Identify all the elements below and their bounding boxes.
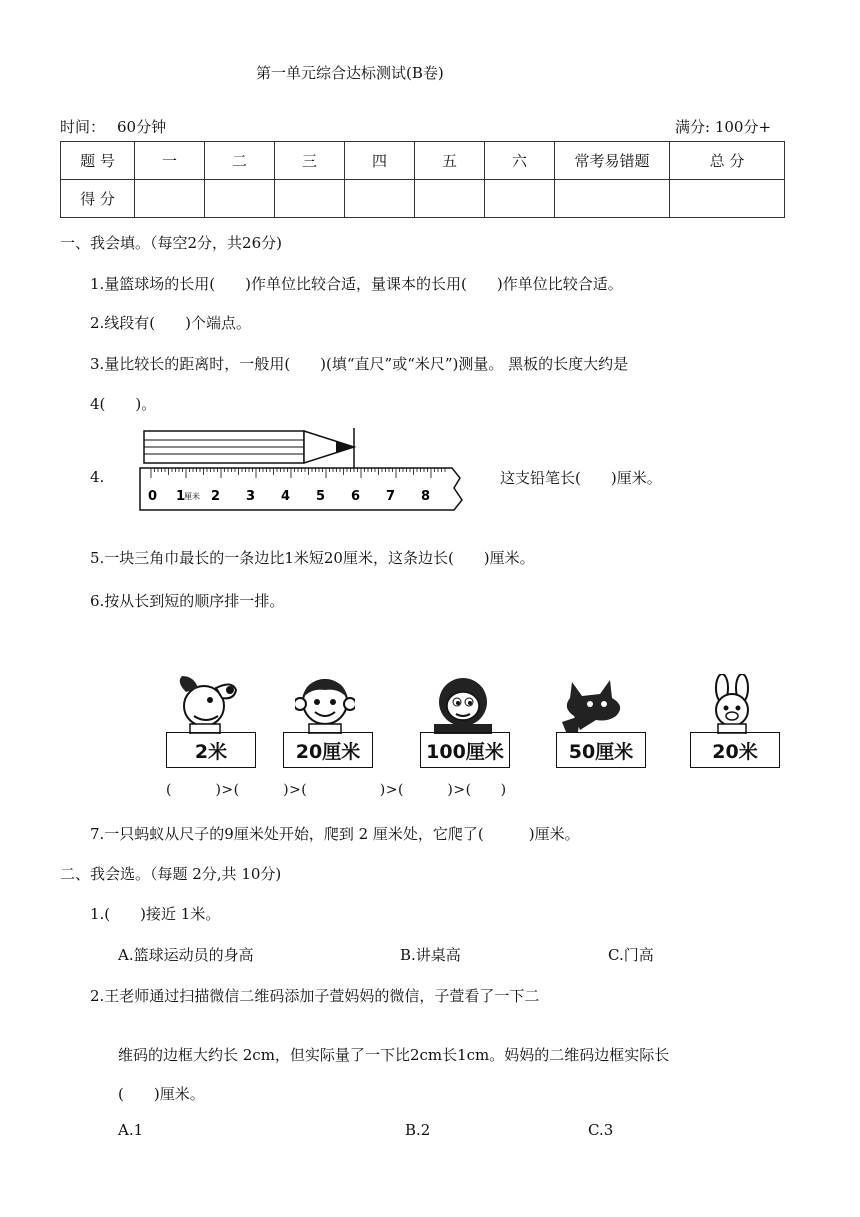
header-cell: 六 xyxy=(485,142,555,180)
ruler-icon xyxy=(140,468,462,510)
section1-heading: 一、我会填。（每空2分，共26分) xyxy=(60,234,282,252)
score-cell[interactable] xyxy=(670,180,785,218)
ruler-tick-label: 6 xyxy=(351,489,361,504)
option-2-2-c: C.3 xyxy=(588,1121,614,1139)
rabbit-icon xyxy=(704,674,760,734)
score-cell[interactable] xyxy=(485,180,555,218)
time-value: 60分钟 xyxy=(117,118,167,136)
ruler-tick-label: 0 xyxy=(148,489,158,504)
dog-icon xyxy=(172,672,242,734)
page-title: 第一单元综合达标测试(B卷) xyxy=(256,64,444,82)
ruler-tick-label: 8 xyxy=(421,489,431,504)
score-cell[interactable] xyxy=(135,180,205,218)
animal-label-dog: 2米 xyxy=(166,732,256,768)
score-table xyxy=(60,141,785,218)
ruler-unit-label: 厘米 xyxy=(184,492,200,501)
score-cell[interactable] xyxy=(345,180,415,218)
animal-label-gorilla: 100厘米 xyxy=(420,732,510,768)
question-1-1: 1.量篮球场的长用( )作单位比较合适，量课本的长用( )作单位比较合适。 xyxy=(90,275,623,293)
score-cell[interactable] xyxy=(275,180,345,218)
pencil-ruler-illustration xyxy=(132,428,470,514)
score-cell[interactable] xyxy=(415,180,485,218)
header-cell: 总 分 xyxy=(670,142,785,180)
header-cell: 题 号 xyxy=(61,142,135,180)
question-2-2-line3: ( )厘米。 xyxy=(118,1085,205,1103)
question-1-4-number: 4. xyxy=(90,468,105,486)
question-1-6: 6.按从长到短的顺序排一排。 xyxy=(90,592,285,610)
ruler-tick-label: 7 xyxy=(386,489,396,504)
option-2-1-a: A.篮球运动员的身高 xyxy=(118,946,254,964)
section2-heading: 二、我会选。（每题 2分,共 10分) xyxy=(60,865,282,883)
animal-label-monkey: 20厘米 xyxy=(283,732,373,768)
time-label: 时间： xyxy=(60,118,106,136)
header-cell: 五 xyxy=(415,142,485,180)
ruler-tick-label: 2 xyxy=(211,489,221,504)
question-2-2-line1: 2.王老师通过扫描微信二维码添加子萱妈妈的微信，子萱看了一下二 xyxy=(90,987,540,1005)
question-2-2-line2: 维码的边框大约长 2cm，但实际量了一下比2cm长1cm。妈妈的二维码边框实际长 xyxy=(118,1046,670,1064)
option-2-1-c: C.门高 xyxy=(608,946,654,964)
question-1-3-line2: 4( )。 xyxy=(90,395,157,413)
ruler-tick-label: 4 xyxy=(281,489,291,504)
question-2-1: 1.( )接近 1米。 xyxy=(90,905,221,923)
question-1-5: 5.一块三角巾最长的一条边比1米短20厘米，这条边长( )厘米。 xyxy=(90,549,535,567)
question-1-4-text: 这支铅笔长( )厘米。 xyxy=(500,469,662,487)
animal-label-wolf: 50厘米 xyxy=(556,732,646,768)
score-cell[interactable] xyxy=(205,180,275,218)
wolf-icon xyxy=(560,676,630,734)
header-cell: 一 xyxy=(135,142,205,180)
option-2-2-b: B.2 xyxy=(405,1121,431,1139)
header-cell: 三 xyxy=(275,142,345,180)
header-cell: 二 xyxy=(205,142,275,180)
gorilla-icon xyxy=(430,674,496,734)
header-cell: 常考易错题 xyxy=(555,142,670,180)
pencil-icon xyxy=(144,431,354,463)
order-blanks: ( )>( )>( )>( )>( ) xyxy=(166,782,507,798)
option-2-2-a: A.1 xyxy=(118,1121,144,1139)
ruler-tick-label: 3 xyxy=(246,489,256,504)
question-1-3-line1: 3.量比较长的距离时，一般用( )(填“直尺”或“米尺”)测量。 黑板的长度大约是 xyxy=(90,355,629,373)
ruler-tick-label: 5 xyxy=(316,489,326,504)
score-table-header-row xyxy=(61,142,785,180)
row-label: 得 分 xyxy=(61,180,135,218)
full-score: 满分: 100分+ xyxy=(675,118,772,136)
ruler-tick-label: 1 xyxy=(176,489,186,504)
question-1-2: 2.线段有( )个端点。 xyxy=(90,314,252,332)
score-table-score-row xyxy=(61,180,785,218)
animal-label-rabbit: 20米 xyxy=(690,732,780,768)
header-cell: 四 xyxy=(345,142,415,180)
option-2-1-b: B.讲桌高 xyxy=(400,946,461,964)
monkey-icon xyxy=(295,674,355,734)
question-1-7: 7.一只蚂蚁从尺子的9厘米处开始，爬到 2 厘米处，它爬了( )厘米。 xyxy=(90,825,580,843)
score-cell[interactable] xyxy=(555,180,670,218)
